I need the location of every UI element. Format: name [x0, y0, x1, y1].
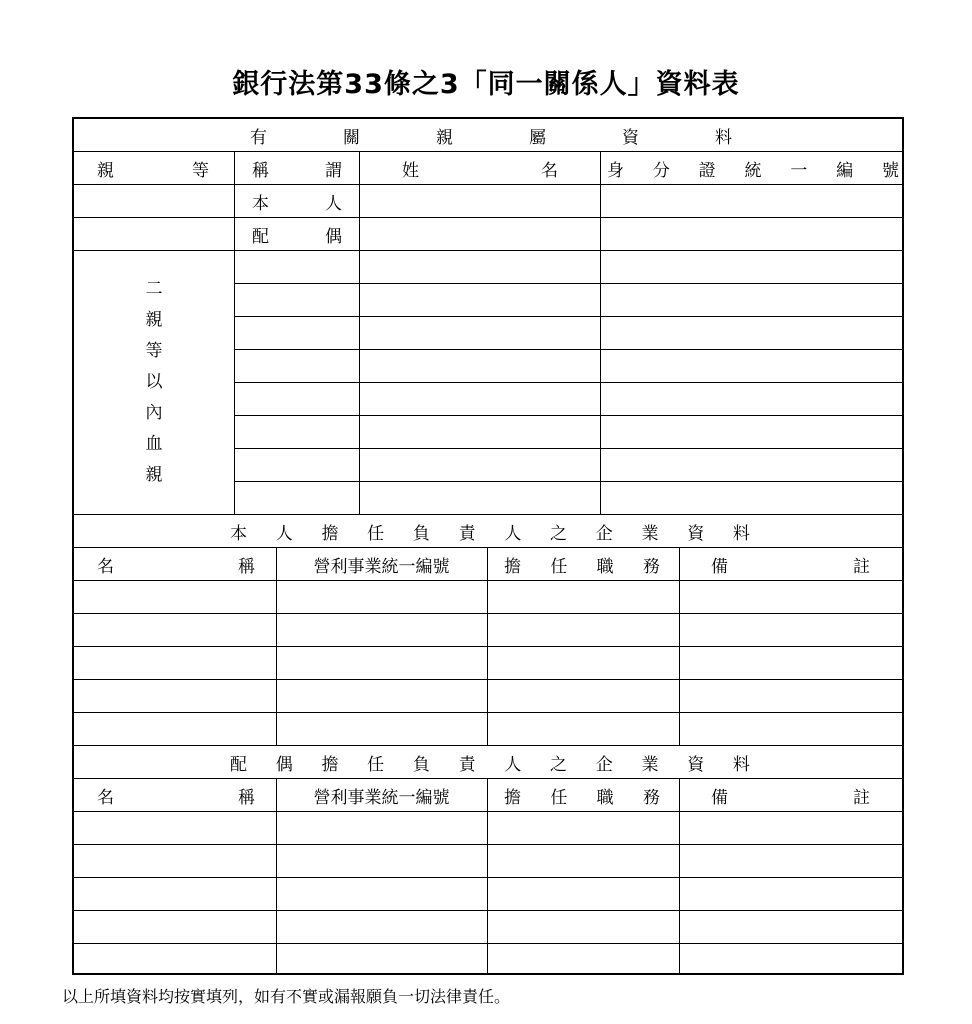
header-char: 任	[550, 556, 568, 577]
table-rule	[276, 778, 277, 975]
vertical-char: 二	[145, 279, 163, 299]
header-char: 配	[230, 754, 247, 775]
row-spouse-label	[252, 218, 342, 250]
table-rule	[679, 778, 680, 975]
header-char: 料	[732, 523, 750, 544]
header-char: 資	[687, 523, 705, 544]
header-char: 人	[504, 523, 522, 544]
header-char: 分	[652, 160, 670, 181]
table-rule	[276, 547, 277, 745]
col-title-header	[252, 152, 342, 184]
table-rule	[73, 844, 903, 845]
header-char: 人	[504, 754, 522, 775]
table-rule	[234, 481, 903, 482]
spouse-col-remarks-header	[711, 779, 870, 811]
header-char: 人	[275, 523, 293, 544]
header-char: 企	[595, 754, 613, 775]
declaration-footer: 以上所填資料均按實填列，如有不實或漏報願負一切法律責任。	[62, 987, 511, 1006]
table-rule	[359, 151, 360, 514]
header-char: 名	[97, 556, 114, 577]
table-rule	[679, 547, 680, 745]
table-rule	[234, 415, 903, 416]
header-char: 職	[596, 787, 614, 808]
spouse-col-name-header	[97, 779, 255, 811]
table-rule	[234, 448, 903, 449]
header-char: 名	[541, 160, 558, 181]
header-char: 一	[790, 160, 808, 181]
header-char: 擔	[504, 787, 521, 808]
table-rule	[234, 283, 903, 284]
table-rule	[73, 877, 903, 878]
vertical-char: 以	[145, 372, 163, 392]
spouse-col-tax-id-header: 營利事業統一編號	[313, 787, 450, 808]
table-rule	[73, 580, 903, 581]
header-char: 謂	[325, 160, 342, 181]
vertical-char: 親	[145, 310, 163, 330]
table-rule	[73, 646, 903, 647]
col-name-header	[402, 152, 558, 184]
header-char: 企	[595, 523, 613, 544]
table-rule	[73, 943, 903, 944]
vertical-char: 血	[145, 434, 163, 454]
col-kinship-header	[97, 152, 209, 184]
header-char: 有	[250, 127, 267, 148]
header-char: 本	[230, 523, 247, 544]
header-char: 責	[458, 523, 476, 544]
table-rule	[234, 316, 903, 317]
header-char: 身	[607, 160, 624, 181]
header-char: 關	[343, 127, 360, 148]
self-col-tax-id-header: 營利事業統一編號	[313, 556, 450, 577]
header-char: 之	[550, 523, 568, 544]
form-title: 銀行法第33條之3「同一關係人」資料表	[232, 69, 740, 100]
header-char: 擔	[321, 754, 339, 775]
header-char: 備	[711, 787, 728, 808]
header-char: 之	[550, 754, 568, 775]
second-degree-relatives-label	[142, 274, 166, 491]
header-char: 名	[97, 787, 114, 808]
header-char: 編	[836, 160, 854, 181]
header-char: 稱	[238, 556, 255, 577]
table-rule	[73, 613, 903, 614]
vertical-char: 親	[145, 465, 163, 485]
table-rule	[73, 250, 903, 251]
header-char: 配	[252, 226, 269, 247]
header-char: 業	[641, 754, 659, 775]
header-char: 偶	[325, 226, 342, 247]
table-rule	[73, 679, 903, 680]
header-char: 資	[622, 127, 639, 148]
spouse-companies-heading	[230, 746, 750, 778]
header-char: 號	[881, 160, 899, 181]
self-companies-heading	[230, 515, 750, 547]
header-char: 料	[715, 127, 732, 148]
header-char: 人	[325, 193, 342, 214]
table-rule	[234, 349, 903, 350]
header-char: 備	[711, 556, 728, 577]
header-char: 本	[252, 193, 269, 214]
header-char: 註	[853, 556, 870, 577]
header-char: 擔	[321, 523, 339, 544]
header-char: 註	[853, 787, 870, 808]
header-char: 任	[367, 754, 385, 775]
table-rule	[487, 778, 488, 975]
header-char: 稱	[252, 160, 269, 181]
table-rule	[234, 151, 235, 514]
header-char: 等	[192, 160, 209, 181]
table-rule	[73, 811, 903, 812]
header-char: 任	[367, 523, 385, 544]
header-char: 親	[436, 127, 453, 148]
vertical-char: 內	[145, 403, 163, 423]
table-rule	[234, 382, 903, 383]
header-char: 負	[412, 523, 430, 544]
header-char: 統	[744, 160, 762, 181]
vertical-char: 等	[145, 341, 163, 361]
col-id-header	[607, 152, 899, 184]
table-rule	[487, 547, 488, 745]
header-char: 務	[642, 787, 660, 808]
table-rule	[73, 712, 903, 713]
header-char: 擔	[504, 556, 521, 577]
header-char: 負	[412, 754, 430, 775]
header-char: 偶	[275, 754, 293, 775]
header-char: 任	[550, 787, 568, 808]
header-char: 稱	[238, 787, 255, 808]
spouse-col-position-header	[504, 779, 660, 811]
table-rule	[73, 910, 903, 911]
header-char: 證	[698, 160, 716, 181]
header-char: 親	[97, 160, 114, 181]
self-col-name-header	[97, 548, 255, 580]
self-col-remarks-header	[711, 548, 870, 580]
header-char: 屬	[529, 127, 546, 148]
header-char: 料	[732, 754, 750, 775]
header-char: 職	[596, 556, 614, 577]
relatives-heading	[250, 119, 732, 151]
row-self-label	[252, 185, 342, 217]
header-char: 業	[641, 523, 659, 544]
table-rule	[600, 151, 601, 514]
self-col-position-header	[504, 548, 660, 580]
table-rule	[73, 184, 903, 185]
header-char: 務	[642, 556, 660, 577]
header-char: 資	[687, 754, 705, 775]
header-char: 責	[458, 754, 476, 775]
table-rule	[73, 217, 903, 218]
header-char: 姓	[402, 160, 419, 181]
